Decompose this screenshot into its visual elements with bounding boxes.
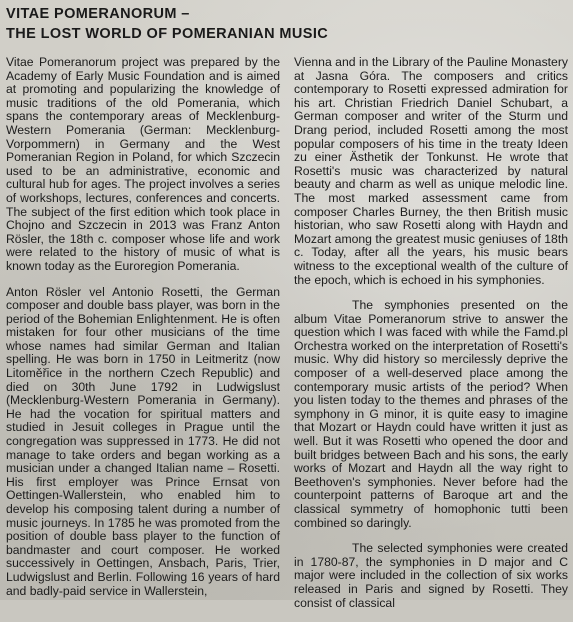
right-paragraph-3: The selected symphonies were created in 1780-87, the symphonies in D major and C major were included in the collection of six works released in Paris and signed by Rosetti. They consist of classical xyxy=(294,541,568,610)
heading-line-1: VITAE POMERANORUM – xyxy=(6,6,190,22)
left-paragraph-2: Anton Rösler vel Antonio Rosetti, the German composer and double bass player, was born in the period of the Bohemian Enlightenment. He is often mistaken for four other musicians of the time whose names had similar German and Italian spelling. He was born in 1750 in Leitmeritz (now Litoměřice in the northern Czech Republic) and died on 30th June 1792 in Ludwigslust (Mecklenburg-Western Pomerania in Germany). He had the vocation for spiritual matters and studied in Jesuit colleges in Prague until the congregation was suppressed in 1773. He did not manage to take orders and began working as a musician under a changed Italian name – Rosetti. His first employer was Prince Ernsat von Oettingen-Wallerstein, who enabled him to develop his composing talent during a number of music journeys. In 1785 he was promoted from the position of double bass player to the function of bandmaster and court composer. He worked successively in Oettingen, Ansbach, Paris, Trier, Ludwigslust and Berlin. Following 16 years of hard and badly-paid service in Wallerstein, xyxy=(6,284,280,598)
article-heading xyxy=(6,4,566,44)
left-paragraph-1: Vitae Pomeranorum project was prepared by the Academy of Early Music Foundation and is aimed at promoting and popularizing the knowledge of music traditions of the old Pomerania, which spans the contemporary areas of Mecklenburg-Western Pomerania (German: Mecklenburg-Vorpommern) in Germany and the West Pomeranian Region in Poland, for which Szczecin used to be an administrative, economic and cultural hub for ages. The project involves a series of workshops, lectures, conferences and concerts. The subject of the first edition which took place in Chojno and Szczecin in 2013 was Franz Anton Rösler, the 18th c. composer whose life and work were related to the history of music of what is known today as the Euroregion Pomerania. xyxy=(6,55,280,273)
right-paragraph-2: The symphonies presented on the album Vitae Pomeranorum strive to answer the question which I was faced with while the Famd.pl Orchestra worked on the interpretation of Rosetti's music. Why did history so mercilessly deprive the composer of a well-deserved place among the contemporary music artists of the period? When you listen today to the themes and phrases of the symphony in G minor, it is quite easy to imagine that Mozart or Haydn could have written it just as well. But it was Rosetti who opened the door and built bridges between Bach and his sons, the early works of Mozart and Haydn all the way right to Beethoven's symphonies. Never before had the counterpoint patterns of Baroque art and the classical symmetry of homophonic tutti been combined so daringly. xyxy=(294,298,568,530)
left-column xyxy=(6,56,280,610)
right-column xyxy=(294,56,568,622)
right-paragraph-1: Vienna and in the Library of the Pauline Monastery at Jasna Góra. The composers and critics contemporary to Rosetti expressed admiration for his art. Christian Friedrich Daniel Schubart, a German composer and writer of the Sturm und Drang period, included Rosetti among the most popular composers of his time in the treaty Ideen zu einer Ästhetik der Tonkunst. He wrote that Rosetti's music was characterized by natural beauty and charm as well as unique melodic line. The most marked assessment came from composer Charles Burney, the then British music historian, who saw Rosetti along with Haydn and Mozart among the greatest music geniuses of 18th c. Today, after all the years, his music bears witness to the exceptional wealth of the culture of the epoch, which is echoed in his symphonies. xyxy=(294,55,568,287)
heading-line-2: THE LOST WORLD OF POMERANIAN MUSIC xyxy=(6,26,329,42)
